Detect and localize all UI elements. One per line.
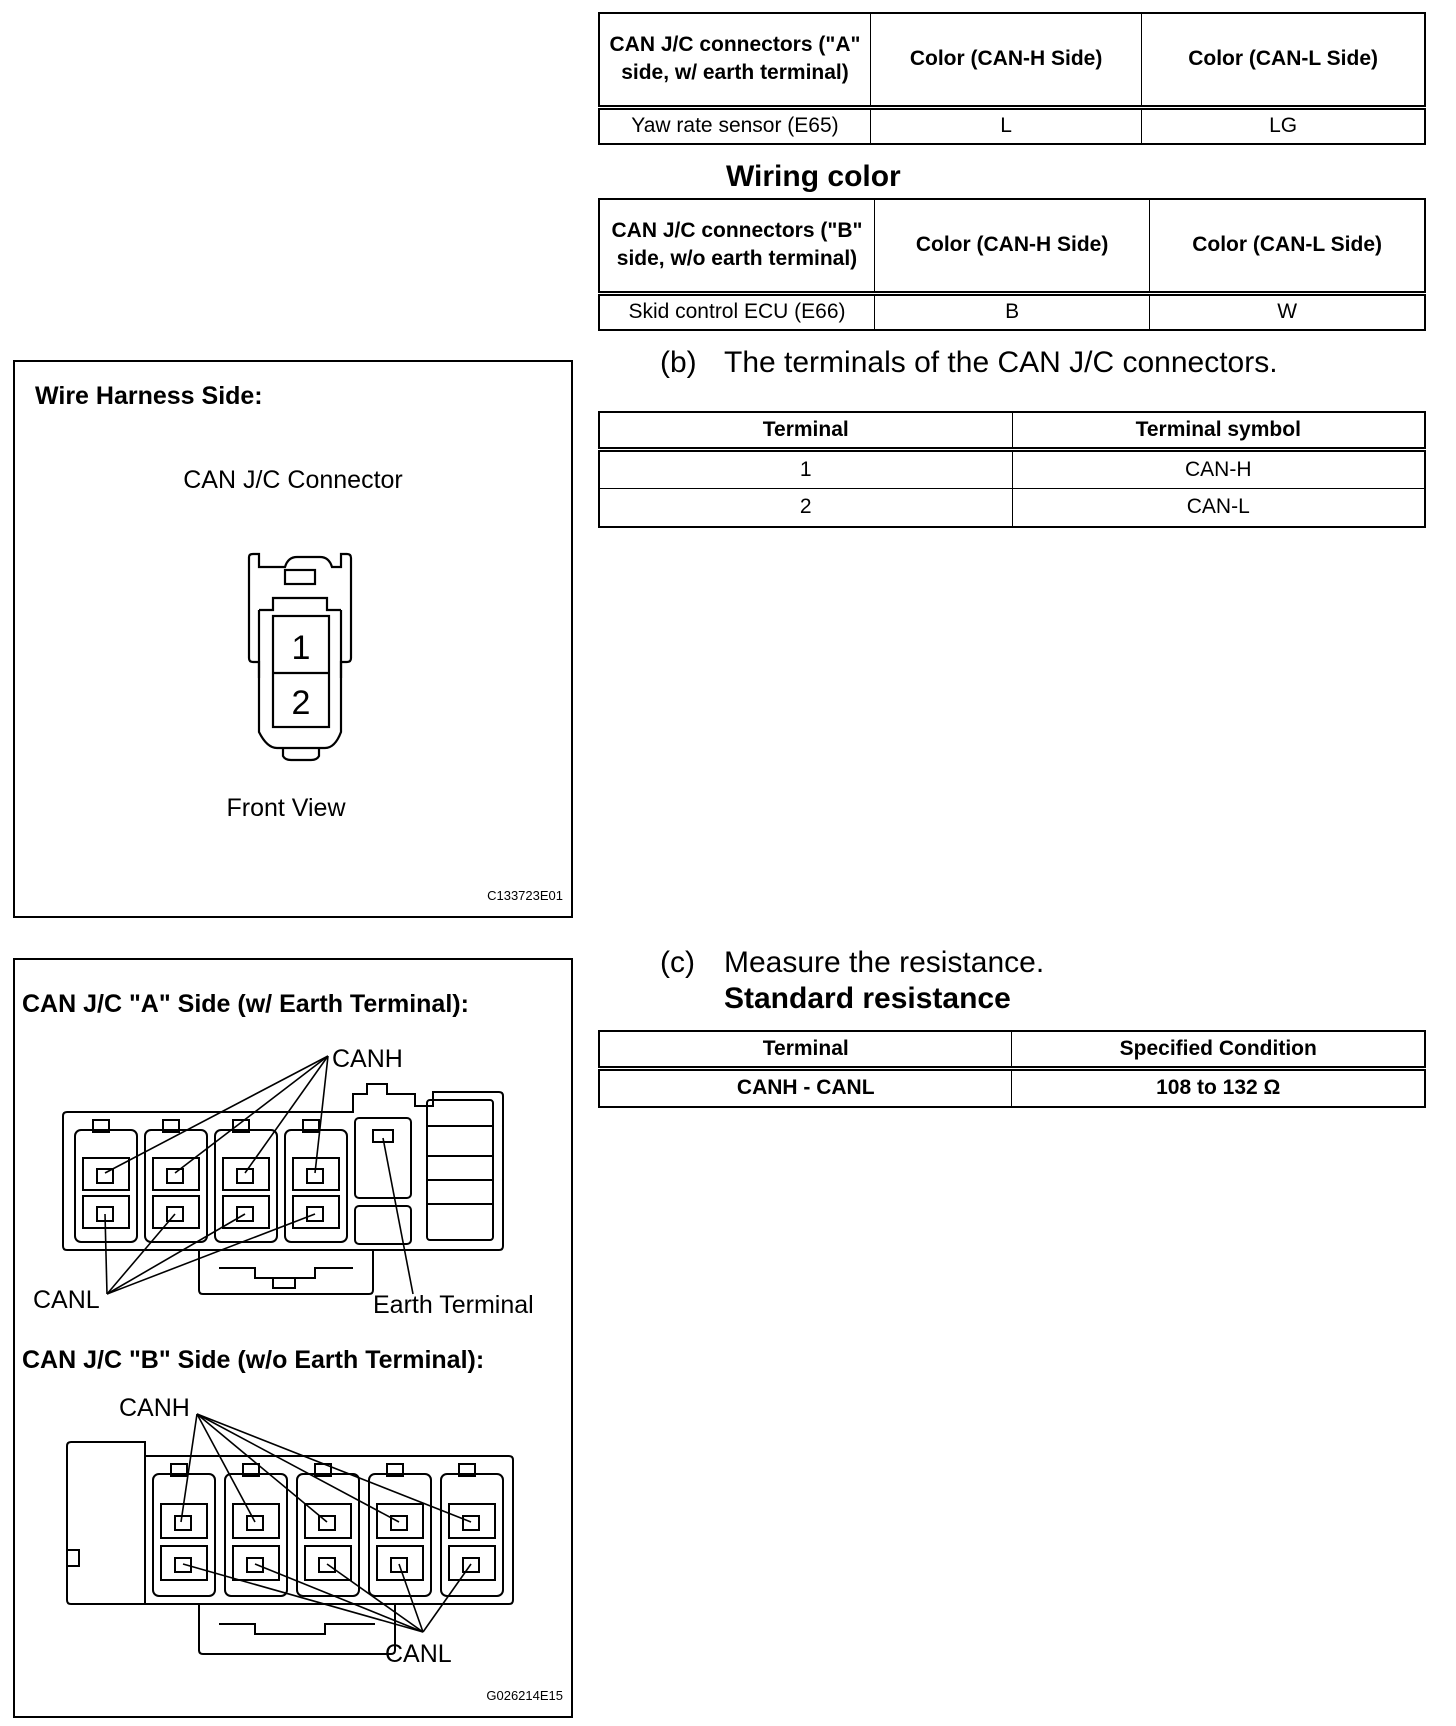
table-b-wiring-color (598, 198, 1426, 331)
figure2-canh-a: CANH (332, 1045, 403, 1073)
table-terminals-header-symbol: Terminal symbol (1012, 412, 1425, 449)
figure2-earth-terminal: Earth Terminal (373, 1291, 534, 1319)
figure1-view-label: Front View (226, 794, 346, 822)
table-a-header-canh: Color (CAN-H Side) (870, 13, 1141, 107)
figure2-canl-a: CANL (33, 1286, 100, 1314)
figure-can-jc-connectors (13, 958, 573, 1718)
table-cell: 2 (599, 488, 1012, 527)
earth-leader (383, 1138, 413, 1294)
table-cell: 1 (599, 449, 1012, 488)
cavity-a-3 (215, 1120, 277, 1242)
step-c (660, 946, 1044, 980)
table-cell: LG (1142, 107, 1425, 144)
figure2-code: G026214E15 (486, 1688, 563, 1703)
pin-2-label: 2 (291, 684, 311, 722)
table-terminals-header-terminal: Terminal (599, 412, 1012, 449)
connector-b-housing (67, 1442, 513, 1604)
step-c-text: Measure the resistance. (724, 946, 1045, 979)
figure2-canl-b: CANL (385, 1640, 452, 1668)
table-a-wiring-color (598, 12, 1426, 145)
standard-resistance-heading: Standard resistance (724, 982, 1011, 1015)
table-b-header-connector: CAN J/C connectors ("B" side, w/o earth terminal) (599, 199, 874, 293)
table-b-header-canl: Color (CAN-L Side) (1150, 199, 1425, 293)
cavity-b-1 (153, 1464, 215, 1596)
table-resistance-header-terminal: Terminal (599, 1031, 1012, 1068)
figure1-code: C133723E01 (487, 888, 563, 903)
table-cell: CANH - CANL (599, 1068, 1012, 1107)
connector-a-b-diagram (15, 960, 571, 1716)
cavity-a-4 (285, 1120, 347, 1242)
figure2-title-a: CAN J/C "A" Side (w/ Earth Terminal): (22, 990, 469, 1018)
earth-terminal-cavity (355, 1118, 411, 1244)
table-cell: CAN-H (1012, 449, 1425, 488)
table-cell: 108 to 132 Ω (1012, 1068, 1425, 1107)
table-b-header-canh: Color (CAN-H Side) (874, 199, 1149, 293)
wiring-color-heading: Wiring color (726, 160, 901, 193)
table-row (599, 449, 1425, 488)
connector-diagram (15, 362, 571, 916)
table-row (599, 107, 1425, 144)
table-resistance (598, 1030, 1426, 1108)
cavity-a-2 (145, 1120, 207, 1242)
figure2-title-b: CAN J/C "B" Side (w/o Earth Terminal): (22, 1346, 485, 1374)
table-cell: L (870, 107, 1141, 144)
table-cell: Skid control ECU (E66) (599, 293, 874, 330)
step-b (660, 346, 1278, 380)
step-c-label: (c) (660, 946, 695, 979)
step-b-text: The terminals of the CAN J/C connectors. (724, 346, 1278, 379)
table-resistance-header-condition: Specified Condition (1012, 1031, 1425, 1068)
figure2-canh-b: CANH (119, 1394, 190, 1422)
table-cell: Yaw rate sensor (E65) (599, 107, 870, 144)
step-b-label: (b) (660, 346, 697, 379)
cavity-b-5 (441, 1464, 503, 1596)
table-cell: W (1150, 293, 1425, 330)
canl-b-leaders (183, 1564, 471, 1632)
canh-a-leaders (105, 1056, 328, 1173)
table-row (599, 293, 1425, 330)
cavity-b-4 (369, 1464, 431, 1596)
figure-wire-harness-side (13, 360, 573, 918)
figure1-connector-label: CAN J/C Connector (183, 466, 403, 494)
table-row (599, 1068, 1425, 1107)
table-a-header-connector: CAN J/C connectors ("A" side, w/ earth terminal) (599, 13, 870, 107)
table-row (599, 488, 1425, 527)
figure1-title: Wire Harness Side: (35, 382, 263, 410)
table-cell: B (874, 293, 1149, 330)
table-a-header-canl: Color (CAN-L Side) (1142, 13, 1425, 107)
table-cell: CAN-L (1012, 488, 1425, 527)
table-terminals (598, 411, 1426, 528)
pin-1-label: 1 (291, 629, 311, 667)
